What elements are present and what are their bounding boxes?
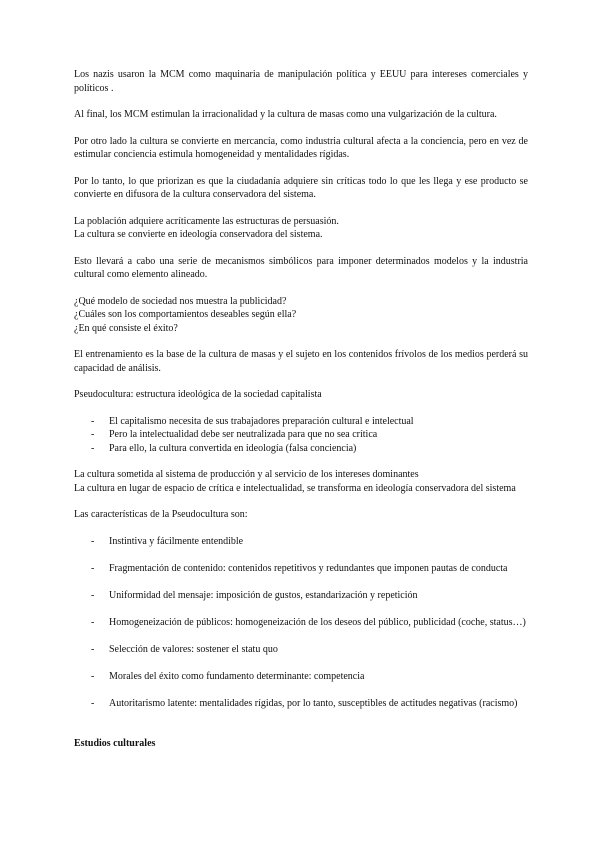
list-item: - Autoritarismo latente: mentalidades rígidas, por lo tanto, susceptibles de actitudes negativas (racismo): [91, 697, 528, 711]
question: ¿Cuáles son los comportamientos deseables según ella?: [74, 309, 297, 320]
paragraph: La población adquiere acríticamente las estructuras de persuasión.: [74, 215, 339, 227]
paragraph: Pseudocultura: estructura ideológica de la sociedad capitalista: [74, 389, 322, 400]
question: ¿En qué consiste el éxito?: [74, 322, 178, 334]
list-item: - Pero la intelectualidad debe ser neutralizada para que no sea crítica: [91, 428, 528, 442]
list-item: - El capitalismo necesita de sus trabajadores preparación cultural e intelectual: [91, 415, 528, 429]
list-item: - Morales del éxito como fundamento determinante: competencia: [91, 670, 528, 684]
list-item: - Para ello, la cultura convertida en ideología (falsa conciencia): [91, 442, 528, 456]
list-item: - Selección de valores: sostener el statu quo: [91, 643, 528, 657]
paragraph: Las características de la Pseudocultura son:: [74, 509, 248, 520]
paragraph: Por otro lado la cultura se convierte en mercancía, como industria cultural afecta a la conciencia, pero en vez de estimular conciencia estimula homogeneidad y mentalidades rígidas.: [74, 135, 528, 160]
bullet-list: [74, 415, 528, 456]
characteristics-list: [74, 535, 528, 711]
paragraph: La cultura sometida al sistema de producción y al servicio de los intereses dominantes: [74, 469, 419, 480]
paragraph: La cultura en lugar de espacio de crítica e intelectualidad, se transforma en ideología conservadora del sistema: [74, 482, 516, 494]
paragraph: Esto llevará a cabo una serie de mecanismos simbólicos para imponer determinados modelos y la industria cultural como elemento alineado.: [74, 255, 528, 280]
question: ¿Qué modelo de sociedad nos muestra la publicidad?: [74, 295, 287, 307]
paragraph: Por lo tanto, lo que priorizan es que la ciudadanía adquiere sin críticas todo lo que les llega y ese producto se convierte en difusora de la cultura conservadora del sistema.: [74, 175, 528, 200]
paragraph: Los nazis usaron la MCM como maquinaria de manipulación política y EEUU para intereses comerciales y políticos .: [74, 69, 528, 94]
paragraph: El entrenamiento es la base de la cultura de masas y el sujeto en los contenidos frívolos de los medios perderá su capacidad de análisis.: [74, 349, 528, 374]
list-item: - Fragmentación de contenido: contenidos repetitivos y redundantes que imponen pautas de conducta: [91, 562, 528, 576]
paragraph: Al final, los MCM estimulan la irracionalidad y la cultura de masas como una vulgarización de la cultura.: [74, 109, 497, 120]
list-item: - Instintiva y fácilmente entendible: [91, 535, 528, 549]
list-item: - Homogeneización de públicos: homogeneización de los deseos del público, publicidad (coche, status…): [91, 616, 528, 630]
paragraph: La cultura se convierte en ideología conservadora del sistema.: [74, 229, 323, 240]
list-item: - Uniformidad del mensaje: imposición de gustos, estandarización y repetición: [91, 589, 528, 603]
section-heading: Estudios culturales: [74, 737, 156, 749]
